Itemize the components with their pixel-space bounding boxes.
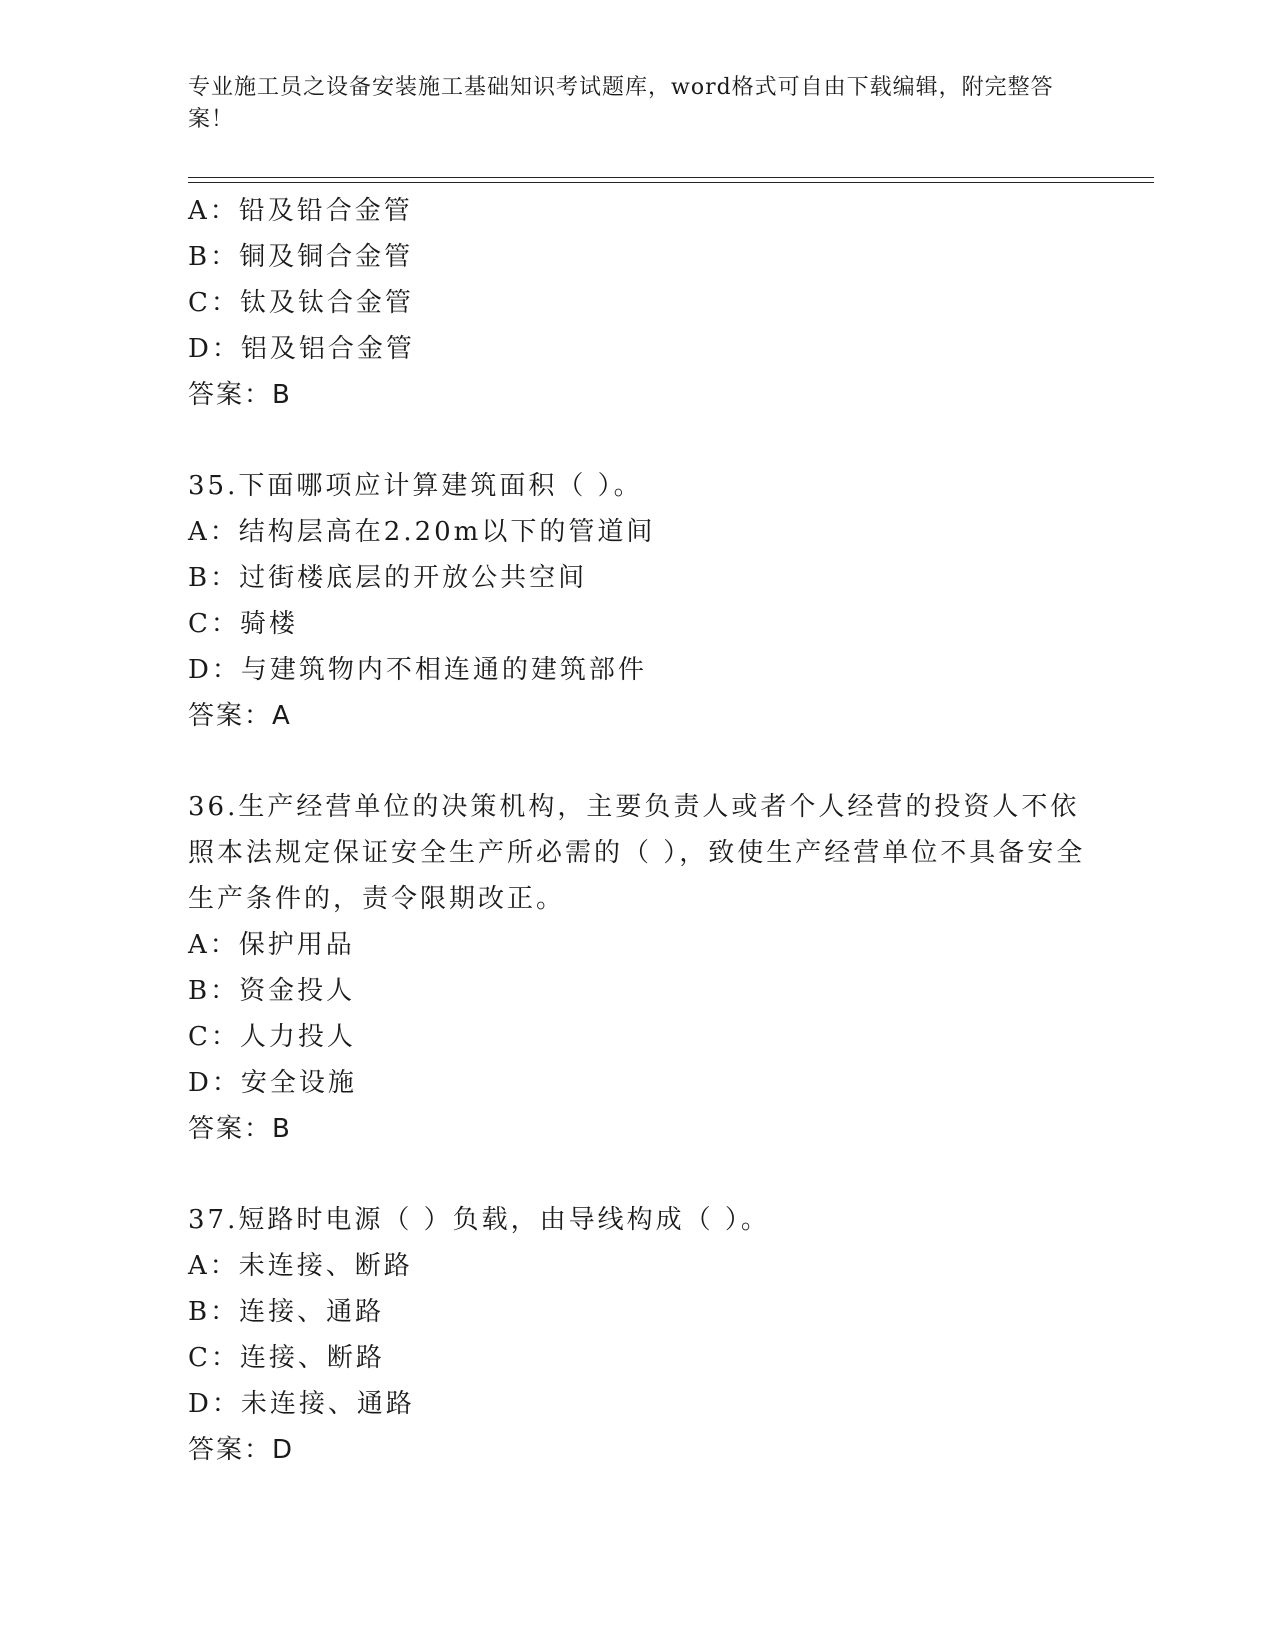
option-d: D：安全设施	[188, 1068, 357, 1098]
answer-line: 答案：B	[188, 380, 292, 410]
header-divider-top	[188, 177, 1154, 178]
option-a: A：铅及铅合金管	[188, 196, 413, 226]
question-list	[188, 188, 1088, 1473]
answer-line: 答案：A	[188, 701, 292, 731]
answer-line: 答案：D	[188, 1435, 295, 1465]
option-b: B：铜及铜合金管	[188, 242, 414, 272]
answer-line: 答案：B	[188, 1114, 292, 1144]
question-37	[188, 1197, 1088, 1473]
question-34-continued	[188, 188, 1088, 418]
option-d: D：与建筑物内不相连通的建筑部件	[188, 655, 647, 685]
option-d: D：铝及铝合金管	[188, 334, 415, 364]
option-a: A：结构层高在2.20m以下的管道间	[188, 517, 656, 547]
option-c: C：骑楼	[188, 609, 298, 639]
question-35	[188, 463, 1088, 739]
question-stem: 35.下面哪项应计算建筑面积（ ）。	[188, 471, 643, 501]
option-c: C：钛及钛合金管	[188, 288, 414, 318]
question-stem: 36.生产经营单位的决策机构，主要负责人或者个人经营的投资人不依照本法规定保证安全生产所必需的（ ），致使生产经营单位不具备安全生产条件的，责令限期改正。	[188, 792, 1086, 914]
header-divider-bottom	[188, 182, 1154, 183]
option-b: B：资金投人	[188, 976, 356, 1006]
option-a: A：保护用品	[188, 930, 355, 960]
option-c: C：人力投人	[188, 1022, 356, 1052]
question-36	[188, 784, 1088, 1152]
option-b: B：连接、通路	[188, 1297, 385, 1327]
option-b: B：过街楼底层的开放公共空间	[188, 563, 588, 593]
option-a: A：未连接、断路	[188, 1251, 413, 1281]
option-d: D：未连接、通路	[188, 1389, 415, 1419]
document-header: 专业施工员之设备安装施工基础知识考试题库，word格式可自由下载编辑，附完整答案！	[188, 75, 1054, 132]
option-c: C：连接、断路	[188, 1343, 385, 1373]
question-stem: 37.短路时电源（ ）负载，由导线构成（ ）。	[188, 1205, 770, 1235]
